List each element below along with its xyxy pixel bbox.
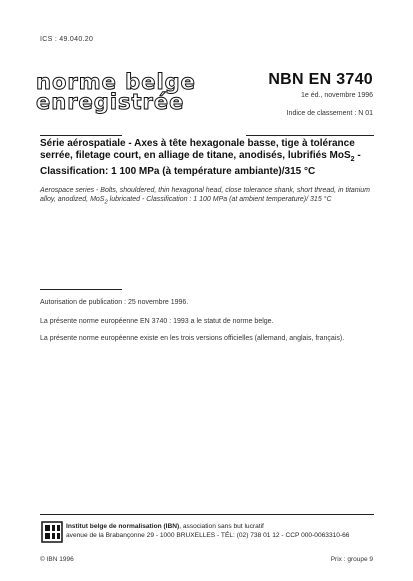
ics-code: ICS : 49.040.20: [40, 36, 94, 43]
institute-type: , association sans but lucratif: [179, 523, 264, 530]
institute-address: avenue de la Brabançonne 29 - 1000 BRUXELLES - TÉL: (02) 738 01 12 - CCP 000-0063310-66: [66, 532, 350, 539]
price-group: Prix : groupe 9: [330, 556, 373, 563]
title-french-part1: Série aérospatiale - Axes à tête hexagonale basse, tige à tolérance serrée, filetage court, en alliage de titane, anodisés, lubrifiés MoS: [40, 138, 355, 161]
divider: [40, 289, 122, 290]
languages-statement: La présente norme européenne existe en les trois versions officielles (allemand, anglais, français).: [40, 335, 345, 342]
edition: 1e éd., novembre 1996: [301, 92, 373, 99]
ibn-logo-icon: [41, 521, 63, 543]
status-statement: La présente norme européenne EN 3740 : 1993 a le statut de norme belge.: [40, 318, 274, 325]
classification-index: Indice de classement : N 01: [286, 110, 373, 117]
brand-title: [36, 72, 196, 112]
brand-line-1: norme belge: [36, 70, 196, 94]
title-english: [40, 186, 376, 207]
copyright: © IBN 1996: [40, 556, 74, 563]
title-english-part1: Aerospace series - Bolts, shouldered, thin hexagonal head, close tolerance shank, short thread, in titanium alloy, anodized, MoS: [40, 187, 370, 203]
title-french: [40, 138, 376, 178]
footer-divider: [40, 514, 374, 515]
title-french-part2: - Classification: 1 100 MPa (à température ambiante)/315 °C: [40, 150, 361, 177]
title-english-subscript: 2: [104, 199, 108, 206]
institute-info: [66, 522, 381, 540]
publication-authorization: Autorisation de publication : 25 novembre 1996.: [40, 299, 189, 306]
divider: [40, 135, 122, 136]
standard-number: NBN EN 3740: [268, 71, 373, 88]
divider: [246, 135, 374, 136]
title-french-subscript: 2: [350, 156, 355, 163]
institute-name: Institut belge de normalisation (IBN): [66, 523, 180, 530]
institute-name-line: [66, 522, 381, 531]
title-english-part2: lubricated - Classification : 1 100 MPa (at ambient temperature)/ 315 °C: [107, 196, 332, 203]
brand-line-2: enregistrée: [36, 90, 185, 114]
